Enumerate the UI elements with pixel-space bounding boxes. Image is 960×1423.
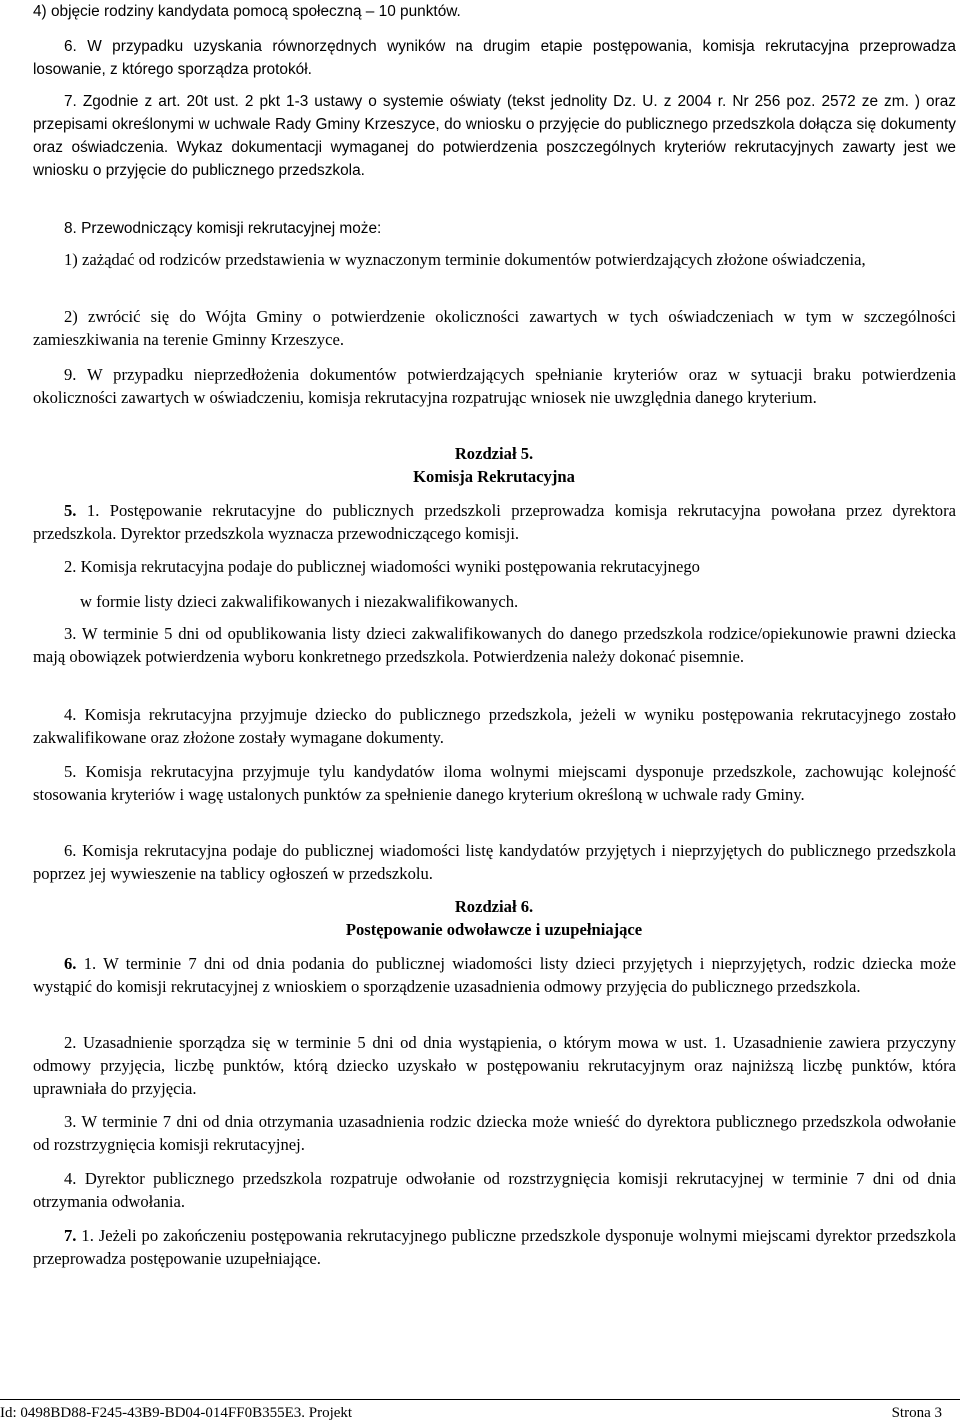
section-5-paragraph-4: 4. Komisja rekrutacyjna przyjmuje dziecko do publicznego przedszkola, jeżeli w wyniku postępowania rekrutacyjnego zostało zakwalifikowane oraz złożone zostały wymagane dokumenty. <box>33 705 956 747</box>
section-5-paragraph-1-text: 1. Postępowanie rekrutacyjne do publicznych przedszkoli przeprowadza komisja rekrutacyjna powołana przez dyrektora przedszkola. Dyrektor przedszkola wyznacza przewodniczącego komisji. <box>33 501 956 543</box>
section-5-paragraph-2-continuation: w formie listy dzieci zakwalifikowanych i niezakwalifikowanych. <box>80 592 519 611</box>
section-6-paragraph-3: 3. W terminie 7 dni od dnia otrzymania uzasadnienia rodzic dziecka może wnieść do dyrektora publicznego przedszkola odwołanie od rozstrzygnięcia komisji rekrutacyjnej. <box>33 1112 956 1154</box>
paragraph-8-point-1: 1) zażądać od rodziców przedstawienia w wyznaczonym terminie dokumentów potwierdzających złożone oświadczenia, <box>64 250 866 269</box>
section-5-paragraph-1 <box>33 499 956 545</box>
footer-page-number: Strona 3 <box>891 1405 942 1421</box>
chapter-5-number: Rozdział 5. <box>454 444 534 463</box>
paragraph-8-point-2: 2) zwrócić się do Wójta Gminy o potwierdzenie okoliczności zawartych w tych oświadczeniach w tym w szczególności zamieszkiwania na terenie Gminny Krzeszyce. <box>33 307 956 349</box>
paragraph-7: 7. Zgodnie z art. 20t ust. 2 pkt 1-3 ustawy o systemie oświaty (tekst jednolity Dz. U. z 2004 r. Nr 256 poz. 2572 ze zm. ) oraz przepisami określonymi w uchwale Rady Gminy Krzeszyce, do wniosku o przyjęcie do publicznego przedszkola dołącza się dokumenty oraz oświadczenia. Wykaz dokumentacji wymaganej do potwierdzenia poszczególnych kryteriów rekrutacyjnych zawarty jest we wniosku o przyjęcie do publicznego przedszkola. <box>33 93 956 179</box>
section-7-paragraph-1-text: 1. Jeżeli po zakończeniu postępowania rekrutacyjnego publiczne przedszkole dysponuje wolnymi miejscami dyrektor przedszkola przeprowadza postępowanie uzupełniające. <box>33 1226 956 1268</box>
paragraph-6: 6. W przypadku uzyskania równorzędnych wyników na drugim etapie postępowania, komisja rekrutacyjna przeprowadza losowanie, z którego sporządza protokół. <box>33 38 956 78</box>
section-5-number: 5. <box>64 501 77 520</box>
section-7-paragraph-1 <box>33 1224 956 1270</box>
section-5-paragraph-3: 3. W terminie 5 dni od opublikowania listy dzieci zakwalifikowanych do danego przedszkola rodzice/opiekunowie prawni dziecka mają obowiązek potwierdzenia wyboru konkretnego przedszkola. Potwierdzenia należy dokonać pisemnie. <box>33 624 956 666</box>
footer-document-id: Id: 0498BD88-F245-43B9-BD04-014FF0B355E3. Projekt <box>0 1405 353 1421</box>
section-5-paragraph-6: 6. Komisja rekrutacyjna podaje do publicznej wiadomości listę kandydatów przyjętych i nieprzyjętych do publicznego przedszkola poprzez jej wywieszenie na tablicy ogłoszeń w przedszkolu. <box>33 841 956 883</box>
section-5-paragraph-2: 2. Komisja rekrutacyjna podaje do publicznej wiadomości wyniki postępowania rekrutacyjnego <box>64 557 700 576</box>
section-6-paragraph-1-text: 1. W terminie 7 dni od dnia podania do publicznej wiadomości listy dzieci przyjętych i nieprzyjętych, rodzic dziecka może wystąpić do komisji rekrutacyjnej z wnioskiem o sporządzenie uzasadnienia odmowy przyjęcia do publicznego przedszkola. <box>33 954 956 996</box>
section-5-paragraph-5: 5. Komisja rekrutacyjna przyjmuje tylu kandydatów iloma wolnymi miejscami dysponuje przedszkole, zachowując kolejność stosowania kryteriów i wagę ustalonych punktów za spełnienie danego kryterium określoną w uchwale rady Gminy. <box>33 762 956 804</box>
paragraph-item-4: 4) objęcie rodziny kandydata pomocą społeczną – 10 punktów. <box>33 3 461 20</box>
paragraph-9: 9. W przypadku nieprzedłożenia dokumentów potwierdzających spełnianie kryteriów oraz w sytuacji braku potwierdzenia okoliczności zawartych w oświadczeniu, komisja rekrutacyjna rozpatrując wniosek nie uwzględnia danego kryterium. <box>33 365 956 407</box>
section-6-paragraph-2: 2. Uzasadnienie sporządza się w terminie 5 dni od dnia wystąpienia, o którym mowa w ust. 1. Uzasadnienie zawiera przyczyny odmowy przyjęcia, liczbę punktów, którą dziecko uzyskało w postępowaniu rekrutacyjnym oraz najniższą liczbę punktów, która uprawniała do przyjęcia. <box>33 1033 956 1098</box>
paragraph-8: 8. Przewodniczący komisji rekrutacyjnej może: <box>64 220 382 237</box>
footer-divider <box>0 1399 960 1400</box>
section-7-number: 7. <box>64 1226 77 1245</box>
chapter-6-title: Postępowanie odwoławcze i uzupełniające <box>345 920 643 939</box>
chapter-5-title: Komisja Rekrutacyjna <box>413 467 575 486</box>
section-6-paragraph-1 <box>33 952 956 998</box>
section-6-paragraph-4: 4. Dyrektor publicznego przedszkola rozpatruje odwołanie od rozstrzygnięcia komisji rekrutacyjnej w terminie 7 dni od dnia otrzymania odwołania. <box>33 1169 956 1211</box>
section-6-number: 6. <box>64 954 77 973</box>
chapter-6-number: Rozdział 6. <box>454 897 534 916</box>
